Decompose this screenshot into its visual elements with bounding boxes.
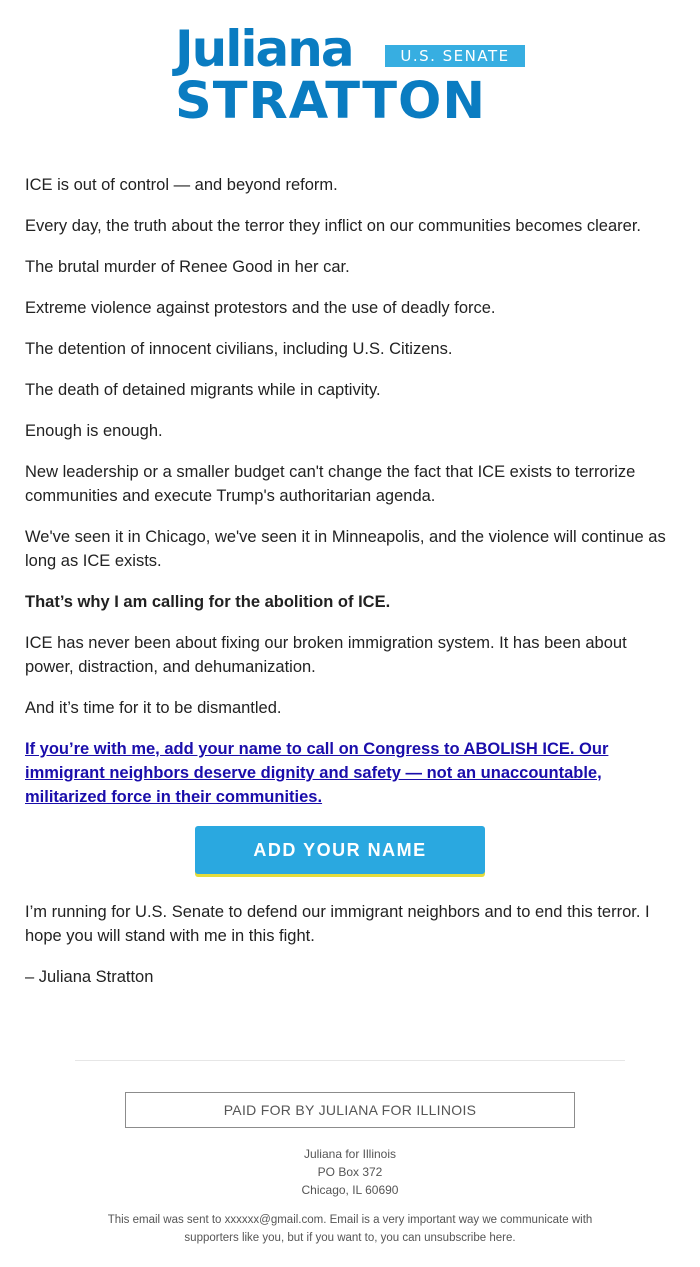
body-paragraph: We've seen it in Chicago, we've seen it in Minneapolis, and the violence will continue as long as ICE exists.	[25, 528, 666, 570]
campaign-logo	[175, 20, 527, 131]
signature: – Juliana Stratton	[25, 968, 154, 986]
logo-last-name: STRATTON	[175, 72, 487, 131]
body-paragraph: Extreme violence against protestors and the use of deadly force.	[25, 299, 496, 317]
logo-senate-badge: U.S. SENATE	[385, 45, 525, 67]
address-line: Juliana for Illinois	[303, 1147, 397, 1161]
body-paragraph: The death of detained migrants while in captivity.	[25, 381, 381, 399]
body-paragraph: The detention of innocent civilians, including U.S. Citizens.	[25, 340, 453, 358]
add-your-name-button[interactable]: ADD YOUR NAME	[195, 826, 485, 874]
body-paragraph: ICE is out of control — and beyond reform.	[25, 176, 338, 194]
address-line: Chicago, IL 60690	[301, 1183, 399, 1197]
closing-paragraph: I’m running for U.S. Senate to defend our immigrant neighbors and to end this terror. I hope you will stand with me in this fight.	[25, 903, 650, 945]
address-line: PO Box 372	[317, 1165, 383, 1179]
mailing-address	[0, 1145, 700, 1199]
cta-link-paragraph	[25, 737, 675, 809]
logo-first-name: Juliana	[175, 20, 353, 78]
bold-statement: That’s why I am calling for the abolition of ICE.	[25, 593, 391, 611]
body-paragraph: The brutal murder of Renee Good in her car.	[25, 258, 350, 276]
body-paragraph: New leadership or a smaller budget can't change the fact that ICE exists to terrorize communities and execute Trump's authoritarian agenda.	[25, 463, 636, 505]
footer-divider	[75, 1060, 625, 1061]
email-disclaimer: This email was sent to xxxxxx@gmail.com. Email is a very important way we communicate with supporters like you, but if you want to, you can unsubscribe here.	[107, 1214, 593, 1244]
cta-button-container	[25, 826, 675, 874]
body-paragraph: ICE has never been about fixing our broken immigration system. It has been about power, distraction, and dehumanization.	[25, 634, 627, 676]
paid-for-disclaimer: PAID FOR BY JULIANA FOR ILLINOIS	[125, 1092, 575, 1128]
email-body	[25, 173, 675, 1006]
body-paragraph: Enough is enough.	[25, 422, 163, 440]
abolish-ice-petition-link[interactable]: If you’re with me, add your name to call on Congress to ABOLISH ICE. Our immigrant neighbors deserve dignity and safety — not an unaccountable, militarized force in their communities.	[25, 740, 609, 806]
body-paragraph: Every day, the truth about the terror they inflict on our communities becomes clearer.	[25, 217, 641, 235]
body-paragraph: And it’s time for it to be dismantled.	[25, 699, 282, 717]
